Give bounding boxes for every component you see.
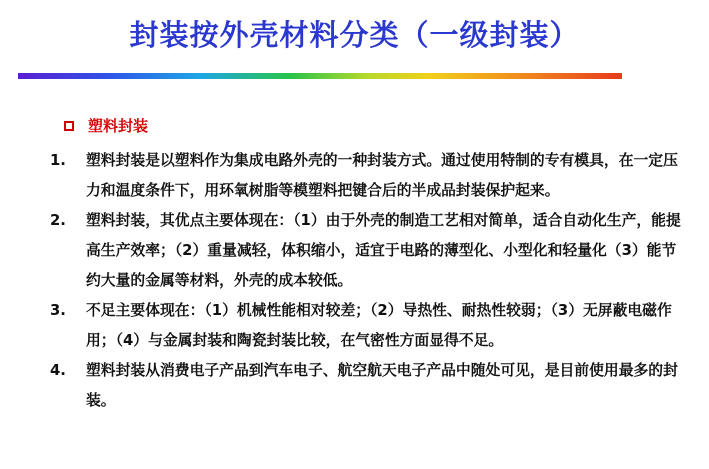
- item-text: 塑料封装从消费电子产品到汽车电子、航空航天电子产品中随处可见，是目前使用最多的封装。: [86, 362, 678, 409]
- item-number: 2.: [50, 212, 66, 229]
- square-bullet-icon: [64, 121, 74, 131]
- item-number: 1.: [50, 152, 66, 169]
- list-item: [50, 356, 690, 416]
- item-number: 3.: [50, 302, 66, 319]
- item-number: 4.: [50, 362, 66, 379]
- section-label: 塑料封装: [88, 117, 149, 135]
- title-underline-gradient: [18, 73, 622, 79]
- item-text: 塑料封装，其优点主要体现在：（1）由于外壳的制造工艺相对简单，适合自动化生产，能提高生产效率；（2）重量减轻，体积缩小，适宜于电路的薄型化、小型化和轻量化（3）能节约大量的金属等材料，外壳的成本较低。: [86, 212, 681, 289]
- item-text: 不足主要体现在：（1）机械性能相对较差；（2）导热性、耐热性较弱；（3）无屏蔽电磁作用；（4）与金属封装和陶瓷封装比较，在气密性方面显得不足。: [86, 302, 672, 349]
- slide-title: 封装按外壳材料分类（一级封装）: [129, 18, 580, 52]
- item-text: 塑料封装是以塑料作为集成电路外壳的一种封装方式。通过使用特制的专有模具，在一定压力和温度条件下，用环氧树脂等模塑料把键合后的半成品封装保护起来。: [86, 152, 678, 199]
- list-item: [50, 146, 690, 206]
- content-list: [50, 146, 690, 416]
- list-item: [50, 206, 690, 296]
- section-heading: [64, 116, 148, 136]
- list-item: [50, 296, 690, 356]
